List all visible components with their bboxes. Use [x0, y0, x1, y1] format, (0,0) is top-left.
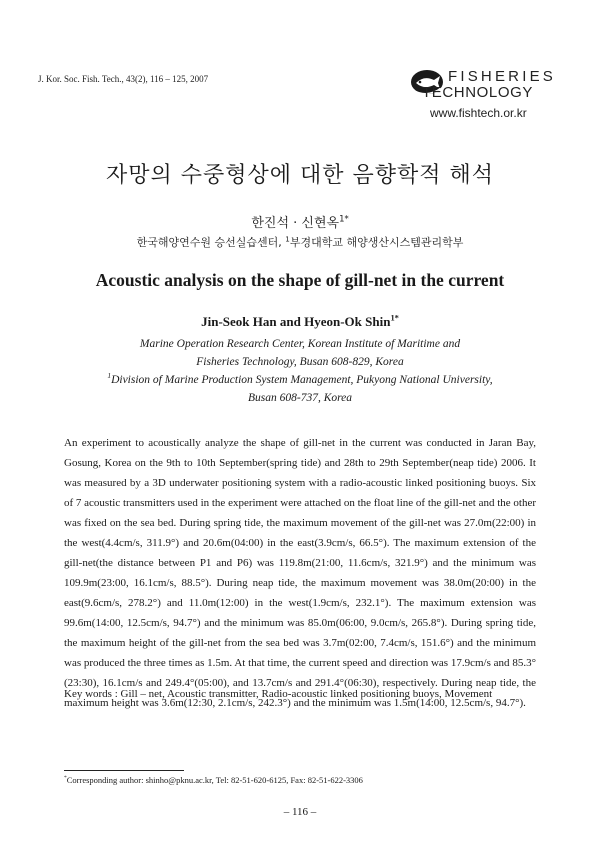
logo-text-fisheries: FISHERIES	[448, 68, 556, 85]
affiliation-2-line-2: Busan 608-737, Korea	[247, 392, 353, 404]
korean-authors	[0, 212, 600, 231]
author-1-name: Jin-Seok Han	[201, 314, 277, 329]
korean-affiliations	[0, 234, 600, 250]
footnote-divider	[64, 770, 184, 771]
affiliation-2-text: Division of Marine Production System Management, Pukyong National University,	[111, 374, 493, 386]
abstract-body: An experiment to acoustically analyze the shape of gill-net in the current was conducted in Jaran Bay, Gosung, Korea on the 9th to 10th September(spring tide) and 28th to 29th September(neap tide) 2006. It was measured by a 3D underwater positioning system with a radio-acoustic linked positioning buoys. Six of 7 acoustic transmitters used in the experiment were attached on the float line of the gill-net and the other was fixed on the sea bed. During spring tide, the maximum movement of the gill-net was 27.0m(22:00) in the west(4.4cm/s, 311.9°) and 20.6m(04:00) in the east(3.9cm/s, 66.5°). The maximum extension of the gill-net(the distance between P1 and P6) was 119.8m(21:00, 11.6cm/s, 321.9°) and the minimum was 109.9m(23:00, 16.1cm/s, 88.5°). During neap tide, the maximum movement was 38.0m(20:00) in the east(9.6cm/s, 278.2°) and 11.0m(12:00) in the west(1.9cm/s, 232.1°). The maximum extension was 99.6m(14:00, 12.5cm/s, 94.7°) and the minimum was 85.0m(06:00, 9.0cm/s, 265.8°). During spring tide, the maximum height of the gill-net from the sea bed was 3.7m(02:00, 7.4cm/s, 151.6°) and the minimum was produced the three times as 1.5m. At that time, the current speed and direction was 17.9cm/s and 85.3° (23:30), 16.1cm/s and 249.4°(05:00), and 13.7cm/s and 291.4°(06:30), respectively. During neap tide, the maximum height was 3.6m(12:30, 2.1cm/s, 242.3°) and the minimum was 1.5m(14:00, 12.5cm/s, 94.7°).	[64, 437, 536, 709]
journal-url-link[interactable]: www.fishtech.or.kr	[430, 106, 527, 120]
footnote-mark: *	[64, 775, 67, 782]
affiliation-1-line-2: Fisheries Technology, Busan 608-829, Korea	[196, 356, 404, 368]
author-2-name: Hyeon-Ok Shin	[304, 314, 391, 329]
keywords-line: Key words : Gill – net, Acoustic transmitter, Radio-acoustic linked positioning buoys, Movement	[64, 688, 493, 700]
affiliation-1-line-1: Marine Operation Research Center, Korean Institute of Maritime and	[139, 338, 461, 350]
korean-author-names: 한진석 · 신현옥	[251, 216, 340, 231]
author-separator: and	[279, 314, 301, 329]
korean-title: 자망의 수중형상에 대한 음향학적 해석	[105, 163, 494, 188]
footnote-text: Corresponding author: shinho@pknu.ac.kr, Tel: 82-51-620-6125, Fax: 82-51-622-3306	[66, 775, 363, 785]
korean-affiliation-2: 부경대학교 해양생산시스템관리학부	[289, 236, 464, 249]
affiliation-2-line-1	[0, 371, 600, 386]
korean-affiliation-mark: 1	[285, 234, 290, 244]
journal-logo	[408, 68, 564, 124]
english-authors	[0, 314, 600, 330]
page-number: – 116 –	[283, 806, 317, 818]
english-title: Acoustic analysis on the shape of gill-net in the current	[95, 270, 505, 290]
korean-author-mark: 1*	[339, 213, 349, 224]
affiliation-2-mark: 1	[107, 371, 112, 381]
logo-text-technology: TECHNOLOGY	[422, 84, 534, 101]
author-2-mark: 1*	[390, 312, 399, 323]
corresponding-author-footnote	[64, 775, 363, 785]
korean-affiliation-1: 한국해양연수원 승선실습센터,	[136, 236, 286, 249]
journal-citation: J. Kor. Soc. Fish. Tech., 43(2), 116 – 125, 2007	[38, 74, 209, 84]
